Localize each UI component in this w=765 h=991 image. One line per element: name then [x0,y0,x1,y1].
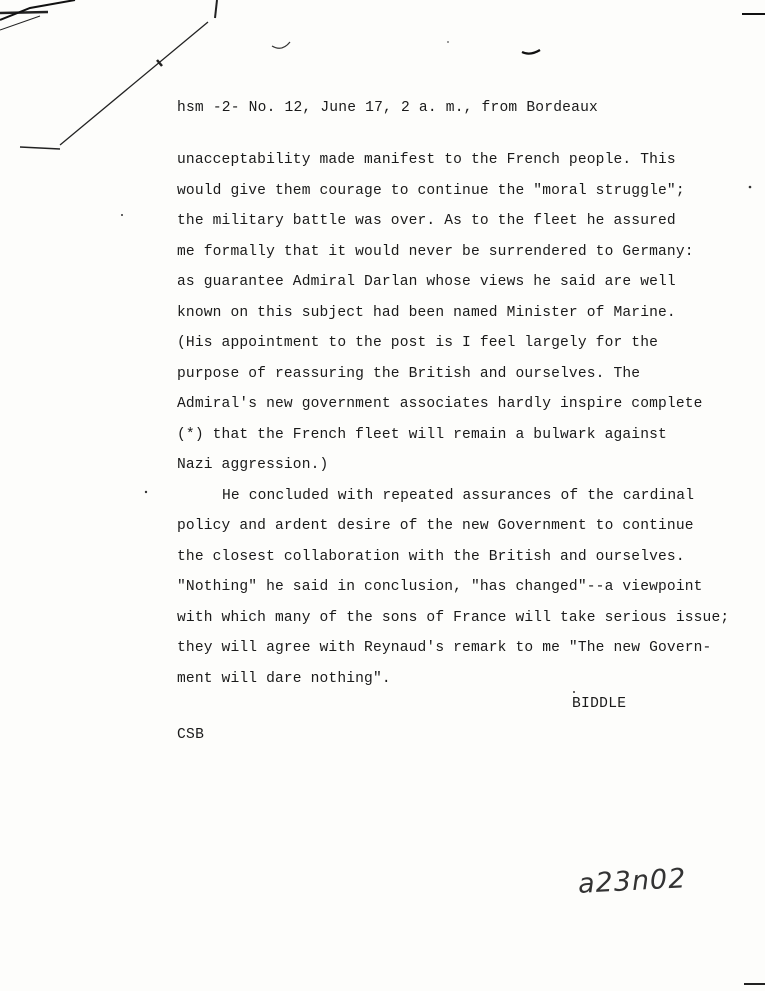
signature: BIDDLE [572,696,627,712]
text-line: they will agree with Reynaud's remark to me "The new Govern- [177,640,712,656]
text-line: would give them courage to continue the "moral struggle"; [177,182,685,199]
text-line: as guarantee Admiral Darlan whose views he said are well [177,274,676,290]
text-line: the closest collaboration with the British and ourselves. [177,548,685,565]
text-line: Nazi aggression.) [177,457,329,473]
text-line: the military battle was over. As to the fleet he assured [177,213,676,229]
initials: CSB [177,727,205,743]
text-line: me formally that it would never be surrendered to Germany: [177,243,694,260]
text-line: "Nothing" he said in conclusion, "has changed"--a viewpoint [177,579,703,595]
text-line: purpose of reassuring the British and ourselves. The [177,365,641,382]
smudge-top-2 [522,50,540,54]
text-line: (His appointment to the post is I feel largely for the [177,335,659,351]
smudge-top-1 [272,42,290,48]
document-body [177,145,737,694]
text-line: known on this subject had been named Minister of Marine. [177,304,676,321]
speck [447,41,449,43]
margin-line-left [20,147,60,149]
text-line: He concluded with repeated assurances of the cardinal [222,487,695,504]
text-line: policy and ardent desire of the new Government to continue [177,518,694,534]
text-line: with which many of the sons of France will take serious issue; [177,609,730,626]
document-header: hsm -2- No. 12, June 17, 2 a. m., from Bordeaux [177,100,599,116]
speck [145,491,147,493]
speck [749,186,752,189]
text-line: unacceptability made manifest to the French people. This [177,152,676,168]
paragraph-1 [177,145,737,481]
paragraph-2 [177,481,737,695]
corner-mark-top-left [0,12,48,13]
text-line: Admiral's new government associates hardly inspire complete [177,396,703,412]
text-line: ment will dare nothing". [177,670,391,687]
diagonal-pen-line [60,22,208,145]
stroke-top [215,0,217,18]
speck [121,214,123,216]
archive-number: a23n02 [577,863,688,900]
text-line: (*) that the French fleet will remain a bulwark against [177,426,667,443]
